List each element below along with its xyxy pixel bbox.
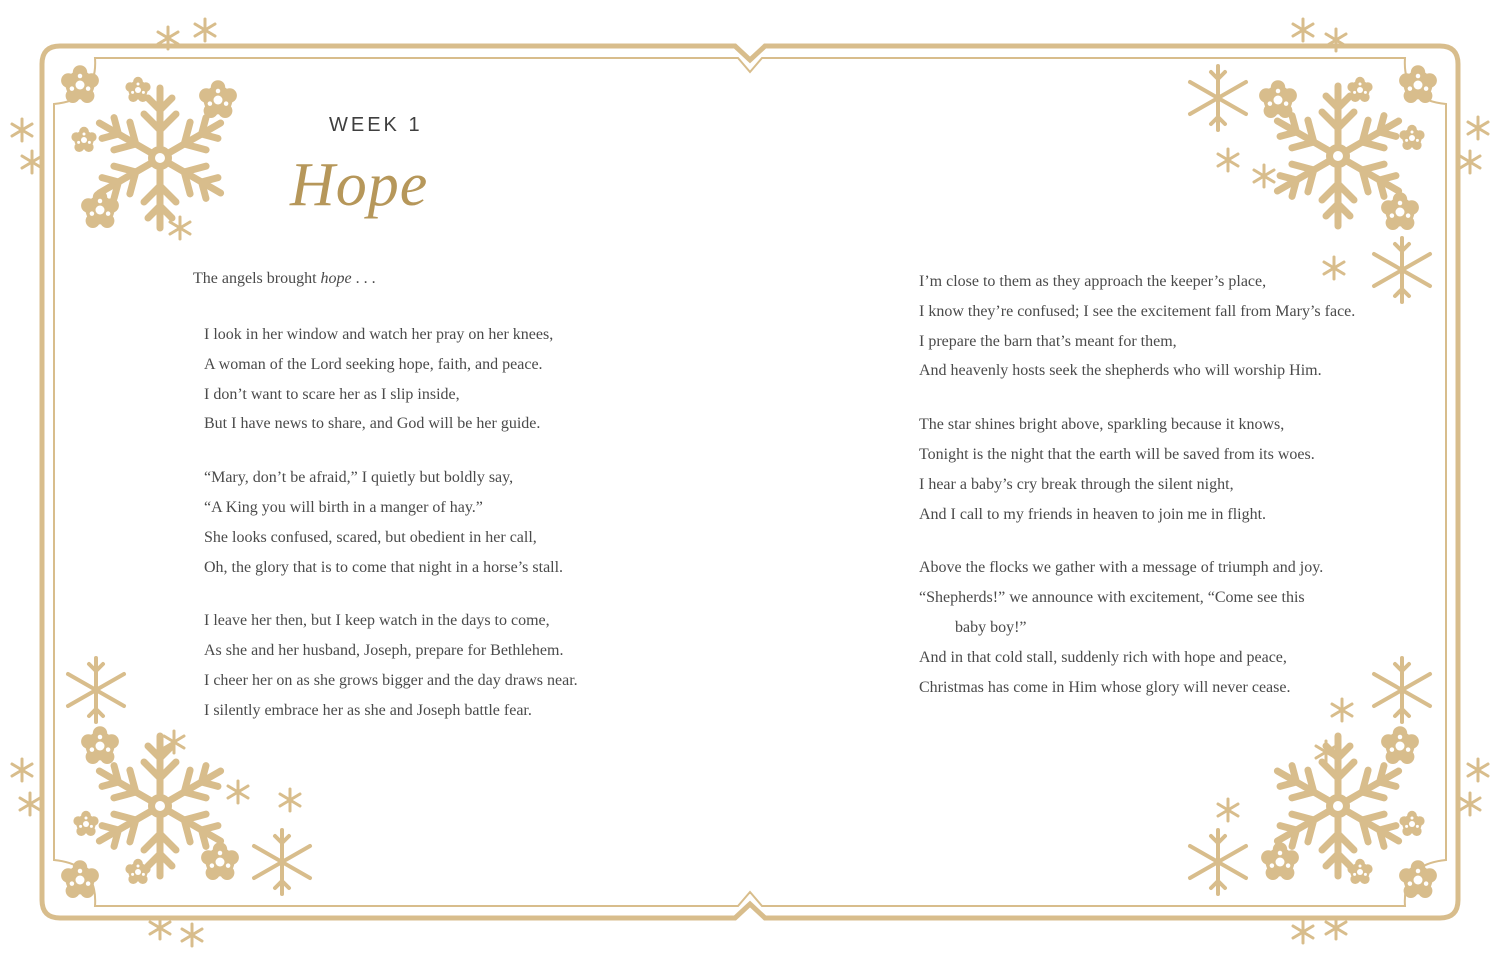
poem-line: And heavenly hosts seek the shepherds who will worship Him.	[919, 362, 1322, 380]
poem-line: Oh, the glory that is to come that night in a horse’s stall.	[204, 558, 564, 576]
stanza	[919, 267, 1355, 386]
poem-line: “A King you will birth in a manger of hay.”	[204, 498, 483, 516]
stanza	[204, 606, 578, 725]
poem-line: She looks confused, scared, but obedient in her call,	[204, 528, 537, 546]
poem-line: “Shepherds!” we announce with excitement, “Come see this	[919, 589, 1305, 607]
poem-line: I silently embrace her as she and Joseph battle fear.	[204, 701, 532, 719]
intro-emphasis: hope	[320, 270, 352, 287]
poem-line: I hear a baby’s cry break through the silent night,	[919, 475, 1234, 493]
intro-prefix: The angels brought	[193, 270, 321, 287]
poem-line: I don’t want to scare her as I slip inside,	[204, 385, 460, 403]
poem-line: I cheer her on as she grows bigger and the day draws near.	[204, 671, 578, 689]
snowflake-icon	[61, 65, 237, 228]
poem-line: And in that cold stall, suddenly rich with hope and peace,	[919, 648, 1287, 666]
poem-line: “Mary, don’t be afraid,” I quietly but boldly say,	[204, 469, 514, 487]
poem-line: A woman of the Lord seeking hope, faith, and peace.	[204, 355, 543, 373]
poem-line: The star shines bright above, sparkling because it knows,	[919, 416, 1285, 434]
week-label: WEEK 1	[329, 114, 423, 136]
stanza	[919, 553, 1355, 702]
poem-line: I’m close to them as they approach the keeper’s place,	[919, 273, 1267, 290]
poem-line: I look in her window and watch her pray on her knees,	[204, 326, 554, 343]
poem-line: baby boy!”	[955, 618, 1027, 636]
poem-line: I leave her then, but I keep watch in the days to come,	[204, 612, 550, 630]
poem-line: Tonight is the night that the earth will be saved from its woes.	[919, 445, 1315, 463]
poem-line: As she and her husband, Joseph, prepare for Bethlehem.	[204, 642, 564, 660]
stanza	[204, 463, 578, 582]
poem-line: Above the flocks we gather with a message of triumph and joy.	[919, 559, 1324, 577]
intro-suffix: . . .	[351, 270, 376, 287]
poem-line: And I call to my friends in heaven to join me in flight.	[919, 505, 1267, 523]
poem-line: But I have news to share, and God will be her guide.	[204, 415, 541, 433]
intro-line	[193, 267, 376, 291]
stanza	[919, 410, 1355, 529]
poem-left-column	[204, 320, 578, 750]
stanza	[204, 320, 578, 439]
page-title: Hope	[290, 151, 429, 219]
poem-line: I know they’re confused; I see the excitement fall from Mary’s face.	[919, 302, 1356, 320]
poem-line: Christmas has come in Him whose glory will never cease.	[919, 678, 1291, 696]
poem-right-column	[919, 267, 1355, 726]
poem-line: I prepare the barn that’s meant for them,	[919, 332, 1177, 350]
